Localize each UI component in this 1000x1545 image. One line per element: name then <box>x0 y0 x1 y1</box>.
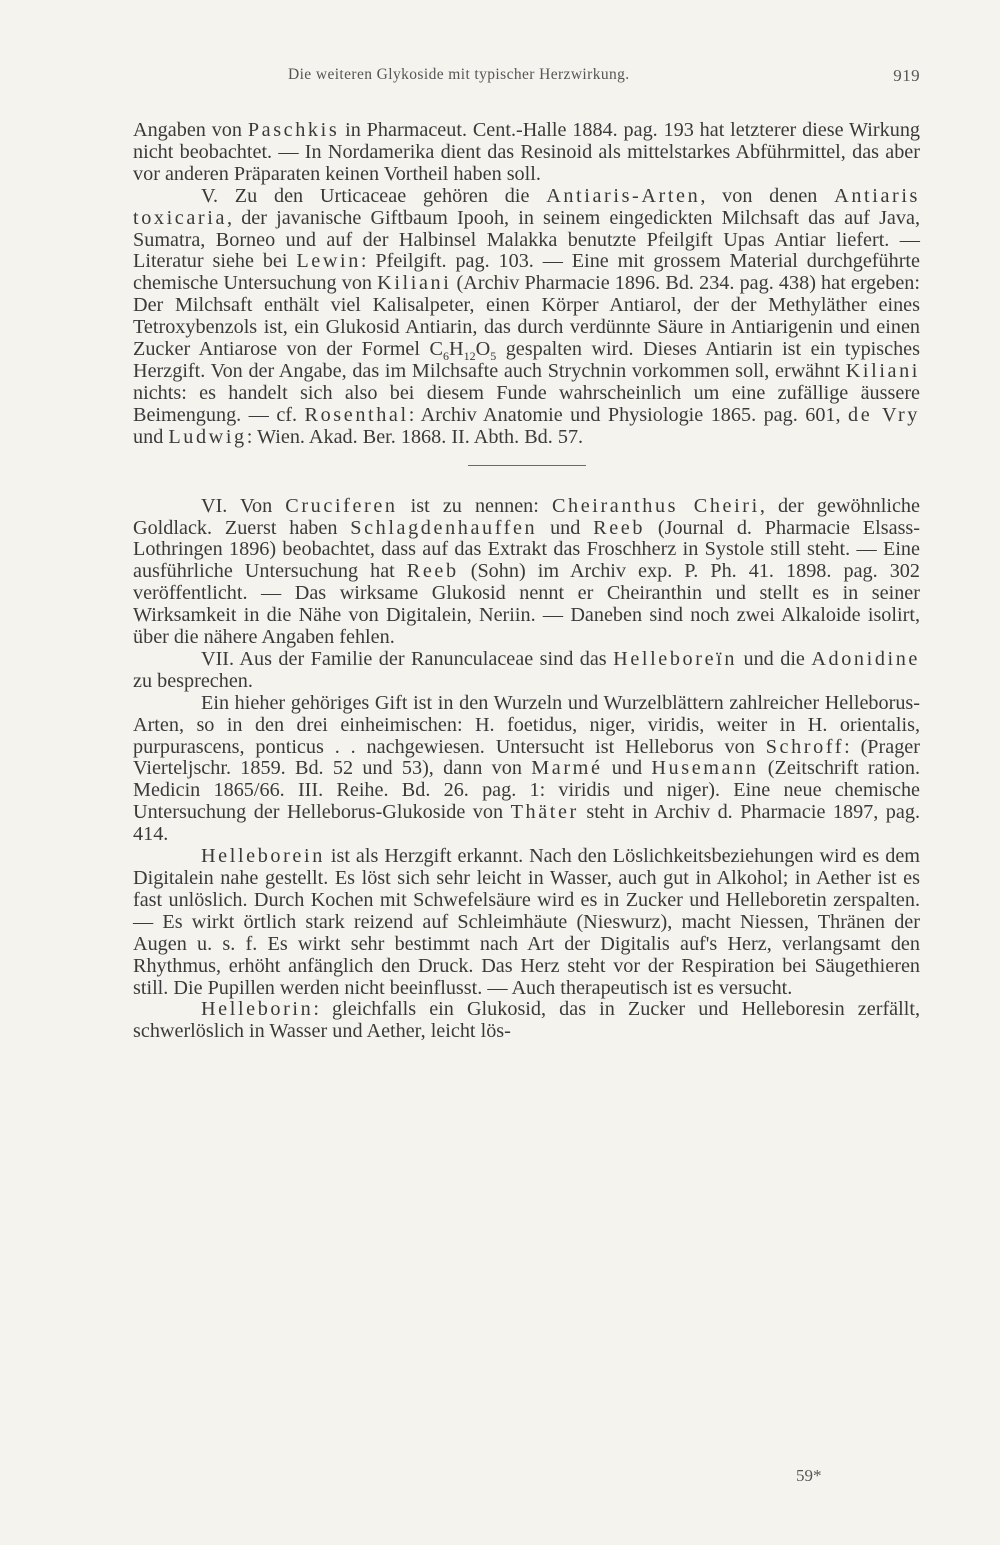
page-number: 919 <box>893 66 920 85</box>
signature-mark: 59* <box>796 1466 822 1485</box>
text-run: O <box>475 338 491 361</box>
spaced-name: Helleborin <box>201 998 314 1021</box>
spaced-name: Husemann <box>651 757 759 780</box>
text-run: H <box>449 338 464 361</box>
section-divider <box>468 465 586 466</box>
spaced-name: Kiliani <box>845 359 920 382</box>
formula-subscript: 6 <box>443 349 449 364</box>
body-text <box>133 120 920 1043</box>
text-run: (Zeitschrift ration. Medicin 1865/66. III. Reihe. Bd. 26. pag. 1: viridis und niger). Eine neue chemische Untersuchung der Helleborus-Glukoside von <box>133 757 920 824</box>
spaced-name: Helleboreïn <box>613 647 738 670</box>
text-run: in Pharmaceut. Cent.-Halle 1884. pag. 193 hat letzterer diese Wirkung nicht beobachtet. — In Nordamerika dient das Resinoid als mittelstarkes Abführmittel, das aber vor anderen Präparaten keinen Vortheil haben soll. <box>133 119 921 185</box>
running-title: Die weiteren Glykoside mit typischer Herzwirkung. <box>288 66 630 83</box>
spaced-name: Ludwig <box>168 425 247 448</box>
text-run: , der javanische Giftbaum Ipooh, in seinem eingedickten Milchsaft das auf Java, Sumatra, Borneo und auf der Halbinsel Malakka benutzte Pfeilgift Upas Antiar liefert. — Literatur siehe bei <box>133 206 920 273</box>
text-run: (Journal d. Pharmacie Elsass-Lothringen 1896) beobachtet, dass auf das Extrakt das Froschherz in Systole still steht. — Eine ausführliche Untersuchung hat <box>133 516 920 583</box>
spaced-name: Adonidine <box>811 647 920 670</box>
spaced-name: Lewin <box>296 250 361 273</box>
text-run: und <box>133 425 169 448</box>
text-run: : (Prager Vierteljschr. 1859. Bd. 52 und 53), dann von <box>133 735 920 780</box>
text-run: VII. Aus der Familie der Ranunculaceae sind das <box>201 647 614 670</box>
paragraph <box>133 693 920 846</box>
spaced-name: Reeb <box>406 560 459 583</box>
text-run: (Archiv Pharmacie 1896. Bd. 234. pag. 438) hat ergeben: Der Milchsaft enthält viel Kalisalpeter, einen Körper Antiarol, der der Methyläther eines Tetroxybenzols ist, ein Glukosid Antiarin, das durch verdünnte Säure in Antiarigenin und einen Zucker Antiarose von der Formel C <box>133 272 920 361</box>
spaced-name: Cruciferen <box>285 494 398 517</box>
paragraph <box>133 120 920 186</box>
text-run: : gleichfalls ein Glukosid, das in Zucker und Helleboresin zerfällt, schwerlöslich in Wasser und Aether, leicht lös- <box>133 998 920 1043</box>
paragraph <box>133 649 920 693</box>
formula-subscript: 12 <box>463 349 476 364</box>
spaced-name: Paschkis <box>247 119 340 141</box>
spaced-name: Helleborein <box>201 845 325 868</box>
text-run: ist zu nennen: <box>397 494 552 517</box>
text-run: steht in Archiv d. Pharmacie 1897, pag. 414. <box>133 801 921 846</box>
text-run: : Wien. Akad. Ber. 1868. II. Abth. Bd. 57. <box>246 425 584 448</box>
spaced-name: Cheiranthus Cheiri <box>551 494 760 517</box>
paragraph <box>133 496 920 649</box>
text-run: und <box>602 757 652 780</box>
spaced-name: Reeb <box>593 516 646 539</box>
text-run: gespalten wird. Dieses Antiarin ist ein typisches Herzgift. Von der Angabe, das im Milchsafte auch Strychnin vorkommen soll, erwähnt <box>133 338 920 382</box>
text-run: und die <box>737 647 812 670</box>
spaced-name: Rosenthal <box>304 403 409 426</box>
spaced-name: Schroff <box>765 735 845 758</box>
spaced-name: Thäter <box>510 801 579 824</box>
spaced-name: Antiaris-Arten <box>546 184 701 207</box>
text-run: zu besprechen. <box>133 669 253 692</box>
spaced-name: Marmé <box>531 757 603 780</box>
text-run: Ein hieher gehöriges Gift ist in den Wurzeln und Wurzelblättern zahlreicher Helleborus-Arten, so in den drei einheimischen: H. foetidus, niger, viridis, weiter in H. orientalis, purpurascens, ponticus . . nachgewiesen. Untersucht ist Helleborus von <box>133 691 920 758</box>
text-run: : Pfeilgift. pag. 103. — Eine mit grossem Material durchgeführte chemische Untersuchung von <box>133 250 920 295</box>
paragraph <box>133 999 920 1043</box>
formula-subscript: 5 <box>490 349 497 364</box>
text-run: (Sohn) im Archiv exp. P. Ph. 41. 1898. pag. 302 veröffentlicht. — Das wirksame Glukosid nennt er Cheiranthin und stellt es in seiner Wirksamkeit in die Nähe von Digitalein, Neriin. — Daneben sind noch zwei Alkaloide isolirt, über die nähere Angaben fehlen. <box>133 560 920 649</box>
text-run: VI. Von <box>201 494 286 517</box>
text-run: , der gewöhnliche Goldlack. Zuerst haben <box>133 494 920 539</box>
text-run: nichts: es handelt sich also bei diesem Funde wahrscheinlich um eine zufällige äussere Beimengung. — cf. <box>133 381 920 426</box>
paragraph <box>133 846 920 999</box>
text-run: und <box>537 516 594 539</box>
spaced-name: Schlagdenhauffen <box>350 516 538 539</box>
spaced-name: Antiaris toxicaria <box>133 184 920 229</box>
paragraph <box>133 186 920 449</box>
text-run: : Archiv Anatomie und Physiologie 1865. pag. 601, <box>408 403 849 426</box>
text-run: ist als Herzgift erkannt. Nach den Löslichkeitsbeziehungen wird es dem Digitalein nahe gestellt. Es löst sich sehr leicht in Wasser, auch gut in Alkohol; in Aether ist es fast unlöslich. Durch Kochen mit Schwefelsäure wird es in Zucker und Helleboretin zerspalten. — Es wirkt örtlich stark reizend auf Schleimhäute (Nieswurz), macht Niessen, Thränen der Augen u. s. f. Es wirkt sehr bestimmt nach Art der Digitalis auf's Herz, verlangsamt den Rhythmus, erhöht anfänglich den Druck. Das Herz steht vor der Respiration bei Säugethieren still. Die Pupillen werden nicht beeinflusst. — Auch therapeutisch ist es versucht. <box>133 845 920 999</box>
text-run: , von denen <box>700 184 835 207</box>
text-run: Angaben von <box>133 119 248 141</box>
spaced-name: de Vry <box>848 403 920 426</box>
text-run: V. Zu den Urticaceae gehören die <box>201 184 547 207</box>
spaced-name: Kiliani <box>377 272 452 295</box>
